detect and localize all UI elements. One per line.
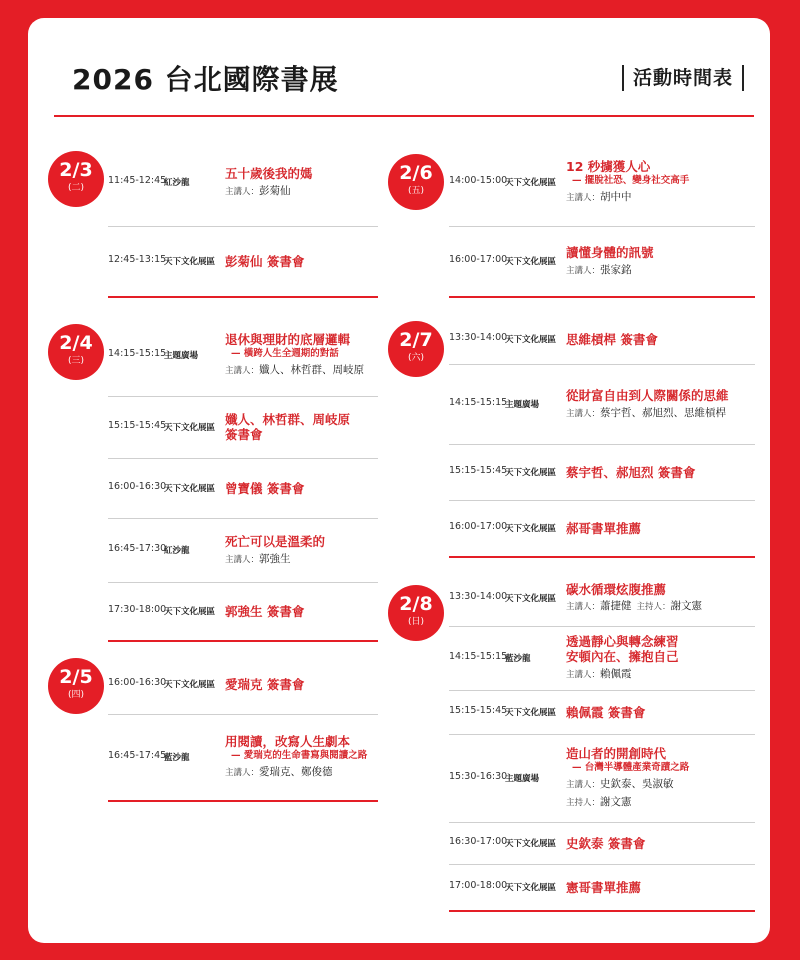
event-venue: 主題廣場 (164, 351, 199, 361)
event-info (566, 634, 679, 682)
event-title: 郝哥書單推薦 (566, 520, 642, 536)
event-people (225, 184, 313, 199)
person-names: 愛瑞克、鄭俊德 (259, 766, 333, 778)
weekday-label: (六) (407, 353, 425, 363)
event-title: 透過靜心與轉念練習 (566, 634, 679, 649)
event-time: 11:45-12:45 (108, 175, 167, 186)
header-divider (54, 115, 754, 117)
event-title: 讀懂身體的訊號 (566, 244, 654, 260)
weekday-label: (日) (407, 617, 425, 627)
event-people (566, 263, 654, 278)
person-names: 張家銘 (600, 263, 632, 276)
date-badge (388, 321, 444, 377)
event-title: 賴佩霞 簽書會 (566, 704, 646, 720)
event-info (225, 332, 364, 378)
event-time: 15:15-15:45 (108, 420, 167, 431)
event-venue: 藍沙龍 (164, 753, 190, 763)
person-names: 彭菊仙 (259, 184, 291, 197)
page-subtitle: 活動時間表 (633, 67, 734, 89)
event-info (566, 582, 702, 614)
date-badge (48, 151, 104, 207)
person-names: 胡中中 (600, 191, 632, 203)
event-title: 蔡宇哲、郝旭烈 簽書會 (566, 464, 696, 480)
event-title: 退休與理財的底層邏輯 (225, 332, 351, 347)
person-role: 主講人： (566, 670, 601, 680)
event-title: 12 秒擄獲人心 (566, 159, 651, 174)
event-venue: 天下文化展區 (505, 708, 557, 718)
event-title: 憲哥書單推薦 (566, 879, 642, 895)
event-info (566, 705, 645, 720)
schedule-row (108, 138, 378, 227)
event-title: 愛瑞克 簽書會 (225, 676, 305, 692)
event-venue: 天下文化展區 (505, 883, 557, 893)
schedule-row (449, 138, 755, 227)
event-time: 15:30-16:30 (449, 771, 508, 782)
event-time: 16:00-16:30 (108, 677, 167, 688)
schedule-row (108, 314, 378, 397)
event-title: 思維槓桿 簽書會 (566, 331, 658, 347)
weekday-label: (三) (67, 356, 85, 366)
event-title: 從財富自由到人際關係的思維 (566, 387, 729, 403)
weekday-label: (五) (407, 186, 425, 196)
person-names: 孅人、林哲群、周岐原 (259, 364, 365, 376)
event-info (225, 254, 304, 269)
date-badge (48, 324, 104, 380)
event-time: 16:45-17:30 (108, 543, 167, 554)
person-role: 主講人： (566, 265, 601, 276)
event-time: 17:30-18:00 (108, 604, 167, 615)
event-title-line: 簽書會 (225, 427, 263, 442)
schedule-row (449, 444, 755, 501)
event-time: 16:00-17:00 (449, 254, 508, 265)
event-time: 15:15-15:45 (449, 465, 508, 476)
person-names: 蕭捷健 (600, 600, 632, 612)
person-role: 主講人： (225, 768, 260, 778)
person-role: 主講人： (566, 780, 601, 790)
schedule-row (449, 864, 755, 912)
event-people (566, 795, 689, 810)
person-role: 主講人： (566, 193, 601, 203)
person-role: 主講人： (225, 366, 260, 376)
event-subtitle: — 橫跨人生全週期的對話 (231, 348, 339, 359)
person-role: 主持人： (566, 798, 601, 808)
event-info (225, 677, 304, 692)
schedule-card (28, 18, 770, 943)
person-role: 主講人： (566, 408, 601, 419)
schedule-row (108, 458, 378, 519)
schedule-row (449, 822, 755, 865)
schedule-row (108, 654, 378, 715)
event-venue: 天下文化展區 (505, 839, 557, 849)
schedule-row (108, 226, 378, 298)
schedule-row (108, 396, 378, 459)
event-time: 13:30-14:00 (449, 591, 508, 602)
event-info (225, 604, 304, 619)
event-people (225, 363, 364, 378)
person-role: 主持人： (636, 602, 671, 612)
event-people (566, 777, 689, 792)
event-venue: 天下文化展區 (505, 594, 557, 604)
date-label: 2/5 (59, 666, 93, 688)
event-title: 五十歲後我的媽 (225, 165, 313, 181)
event-people (225, 765, 367, 780)
schedule-row (449, 314, 755, 365)
person-names: 史欽泰、吳淑敏 (600, 778, 674, 790)
weekday-label: (二) (67, 183, 85, 193)
event-info (225, 734, 367, 780)
event-title: 用閱讀，改寫人生劇本 (225, 734, 351, 749)
event-time: 14:15-15:15 (108, 348, 167, 359)
person-role: 主講人： (566, 602, 601, 612)
event-time: 13:30-14:00 (449, 332, 508, 343)
date-label: 2/4 (59, 332, 93, 354)
person-names: 郭強生 (259, 552, 291, 565)
event-subtitle: — 擺脫社恐、變身社交高手 (572, 175, 690, 186)
event-people (225, 552, 325, 567)
event-time: 14:00-15:00 (449, 175, 508, 186)
date-badge (388, 154, 444, 210)
schedule-row (449, 364, 755, 445)
schedule-row (108, 582, 378, 642)
event-time: 16:00-16:30 (108, 481, 167, 492)
person-names: 蔡宇哲、郝旭烈、思維槓桿 (600, 406, 727, 419)
event-title: 彭菊仙 簽書會 (225, 253, 305, 269)
event-info (566, 880, 641, 895)
schedule-row (449, 734, 755, 823)
event-time: 17:00-18:00 (449, 880, 508, 891)
event-info (566, 332, 658, 347)
event-title-line: 安頓內在、擁抱自己 (566, 649, 679, 664)
event-venue: 主題廣場 (505, 774, 540, 784)
date-badge (388, 585, 444, 641)
event-people (566, 406, 729, 421)
page-title: 2026 台北國際書展 (72, 63, 339, 96)
event-info (566, 388, 729, 421)
event-venue: 天下文化展區 (505, 257, 557, 267)
event-info (566, 245, 654, 278)
subtitle-box (622, 65, 744, 91)
event-info (566, 465, 695, 480)
event-time: 16:30-17:00 (449, 836, 508, 847)
event-time: 15:15-15:45 (449, 705, 508, 716)
event-subtitle: — 台灣半導體產業奇蹟之路 (572, 762, 690, 773)
event-info (566, 159, 689, 205)
event-title: 曾寶儀 簽書會 (225, 480, 305, 496)
event-subtitle: — 愛瑞克的生命書寫與閱讀之路 (231, 750, 368, 761)
person-role: 主講人： (225, 186, 260, 197)
schedule-row (108, 714, 378, 802)
person-names: 謝文憲 (600, 796, 632, 808)
schedule-row (449, 226, 755, 298)
event-venue: 天下文化展區 (164, 484, 216, 494)
event-venue: 藍沙龍 (505, 654, 531, 664)
event-time: 12:45-13:15 (108, 254, 167, 265)
event-people (566, 667, 679, 682)
schedule-row (449, 500, 755, 558)
event-time: 16:00-17:00 (449, 521, 508, 532)
schedule-row (449, 570, 755, 627)
event-venue: 天下文化展區 (164, 257, 216, 267)
weekday-label: (四) (67, 690, 85, 700)
person-names: 賴佩霞 (600, 668, 632, 680)
event-venue: 紅沙龍 (164, 546, 190, 556)
schedule-row (108, 518, 378, 583)
event-title: 造山者的開創時代 (566, 746, 667, 761)
event-title: 史欽泰 簽書會 (566, 835, 646, 851)
event-title: 碳水循環炫腹推薦 (566, 582, 667, 597)
event-people (566, 190, 689, 205)
event-title: 孅人、林哲群、周岐原 (225, 412, 351, 427)
person-names: 謝文憲 (670, 600, 703, 612)
date-label: 2/3 (59, 159, 93, 181)
event-info (225, 534, 325, 567)
event-info (566, 746, 689, 810)
event-venue: 天下文化展區 (505, 524, 557, 534)
event-time: 14:15-15:15 (449, 397, 508, 408)
event-info (566, 836, 645, 851)
event-info (225, 166, 313, 199)
event-info (566, 521, 641, 536)
event-venue: 紅沙龍 (164, 178, 190, 188)
event-venue: 天下文化展區 (164, 680, 216, 690)
date-label: 2/7 (399, 329, 433, 351)
date-label: 2/6 (399, 162, 433, 184)
event-venue: 主題廣場 (505, 400, 540, 410)
event-title: 死亡可以是溫柔的 (225, 533, 326, 549)
schedule-row (449, 626, 755, 691)
event-time: 14:15-15:15 (449, 651, 508, 662)
event-venue: 天下文化展區 (164, 423, 216, 433)
event-title: 郭強生 簽書會 (225, 603, 305, 619)
event-info (225, 412, 350, 442)
event-people (566, 599, 702, 614)
person-role: 主講人： (225, 554, 260, 565)
event-venue: 天下文化展區 (505, 335, 557, 345)
date-badge (48, 658, 104, 714)
date-label: 2/8 (399, 593, 433, 615)
event-venue: 天下文化展區 (505, 178, 557, 188)
schedule-row (449, 690, 755, 735)
event-time: 16:45-17:45 (108, 750, 167, 761)
event-info (225, 481, 304, 496)
event-venue: 天下文化展區 (505, 468, 557, 478)
event-venue: 天下文化展區 (164, 607, 216, 617)
